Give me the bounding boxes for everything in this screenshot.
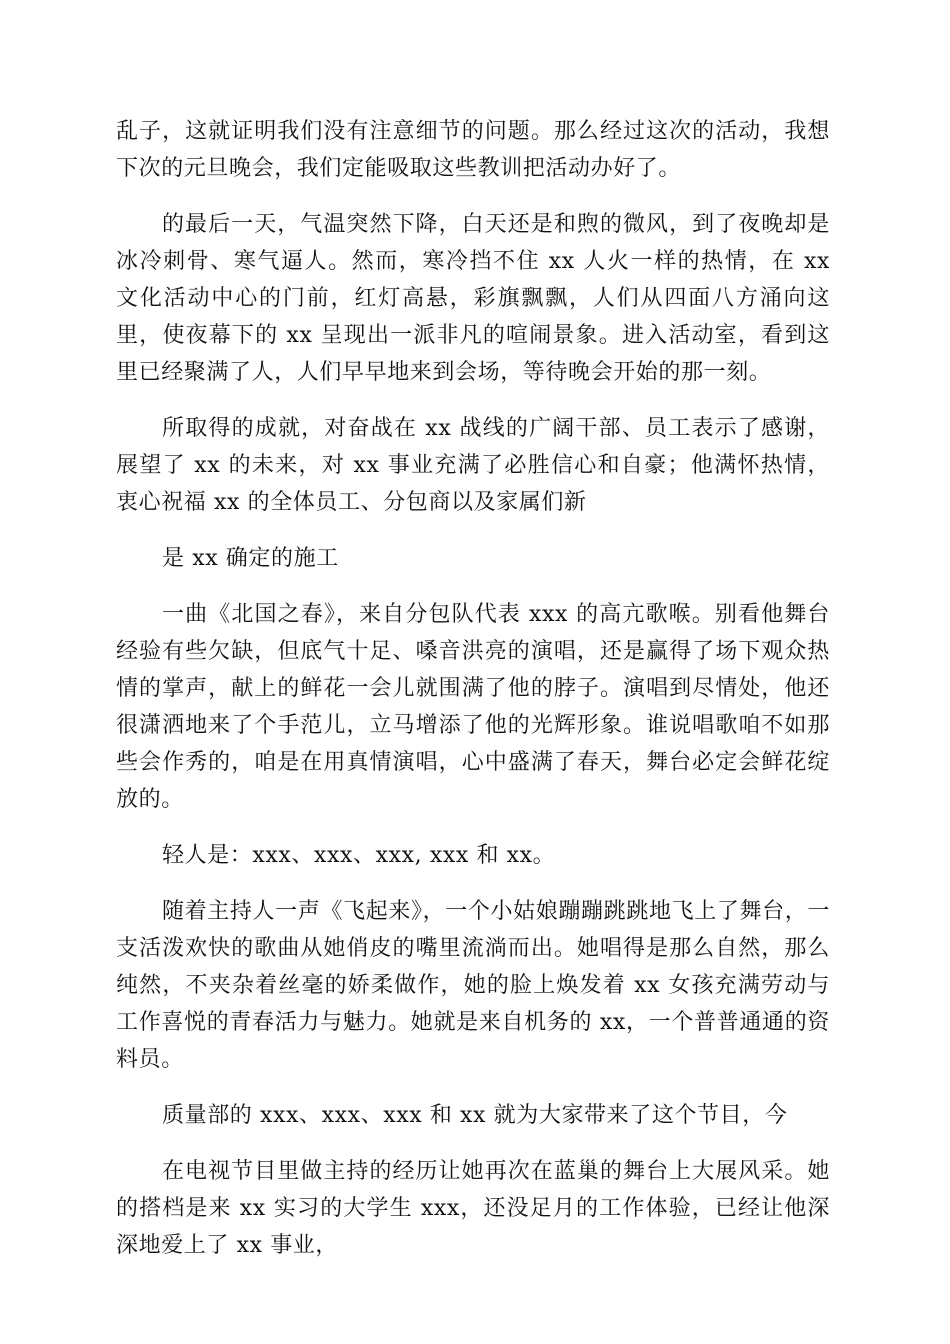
paragraph-3: 所取得的成就，对奋战在 xx 战线的广阔干部、员工表示了感谢，展望了 xx 的未来，对 xx 事业充满了必胜信心和自豪；他满怀热情，衷心祝福 xx 的全体员工、分包商以及家属们新 <box>116 416 830 515</box>
paragraph-8: 质量部的 xxx、xxx、xxx 和 xx 就为大家带来了这个节目，今 <box>162 1103 788 1128</box>
paragraph-9: 在电视节目里做主持的经历让她再次在蓝巢的舞台上大展风采。她的搭档是来 xx 实习的大学生 xxx，还没足月的工作体验，已经让他深深地爱上了 xx 事业， <box>116 1159 830 1258</box>
paragraph-1: 乱子，这就证明我们没有注意细节的问题。那么经过这次的活动，我想下次的元旦晚会，我们定能吸取这些教训把活动办好了。 <box>116 119 830 181</box>
paragraph-7: 随着主持人一声《飞起来》，一个小姑娘蹦蹦跳跳地飞上了舞台，一支活泼欢快的歌曲从她俏皮的嘴里流淌而出。她唱得是那么自然，那么纯然，不夹杂着丝毫的娇柔做作，她的脸上焕发着 xx 女孩充满劳动与工作喜悦的青春活力与魅力。她就是来自机务的 xx，一个普普通通的资料员。 <box>116 899 830 1072</box>
paragraph-6: 轻人是：xxx、xxx、xxx, xxx 和 xx。 <box>162 843 556 868</box>
paragraph-2: 的最后一天，气温突然下降，白天还是和煦的微风，到了夜晚却是冰冷刺骨、寒气逼人。然而，寒冷挡不住 xx 人火一样的热情，在 xx 文化活动中心的门前，红灯高悬，彩旗飘飘，人们从四面八方涌向这里，使夜幕下的 xx 呈现出一派非凡的喧闹景象。进入活动室，看到这里已经聚满了人，人们早早地来到会场，等待晚会开始的那一刻。 <box>116 212 830 385</box>
paragraph-5: 一曲《北国之春》，来自分包队代表 xxx 的高亢歌喉。别看他舞台经验有些欠缺，但底气十足、嗓音洪亮的演唱，还是赢得了场下观众热情的掌声，献上的鲜花一会儿就围满了他的脖子。演唱到尽情处，他还很潇洒地来了个手范儿，立马增添了他的光辉形象。谁说唱歌咱不如那些会作秀的，咱是在用真情演唱，心中盛满了春天，舞台必定会鲜花绽放的。 <box>116 602 830 812</box>
paragraph-4: 是 xx 确定的施工 <box>162 546 339 571</box>
